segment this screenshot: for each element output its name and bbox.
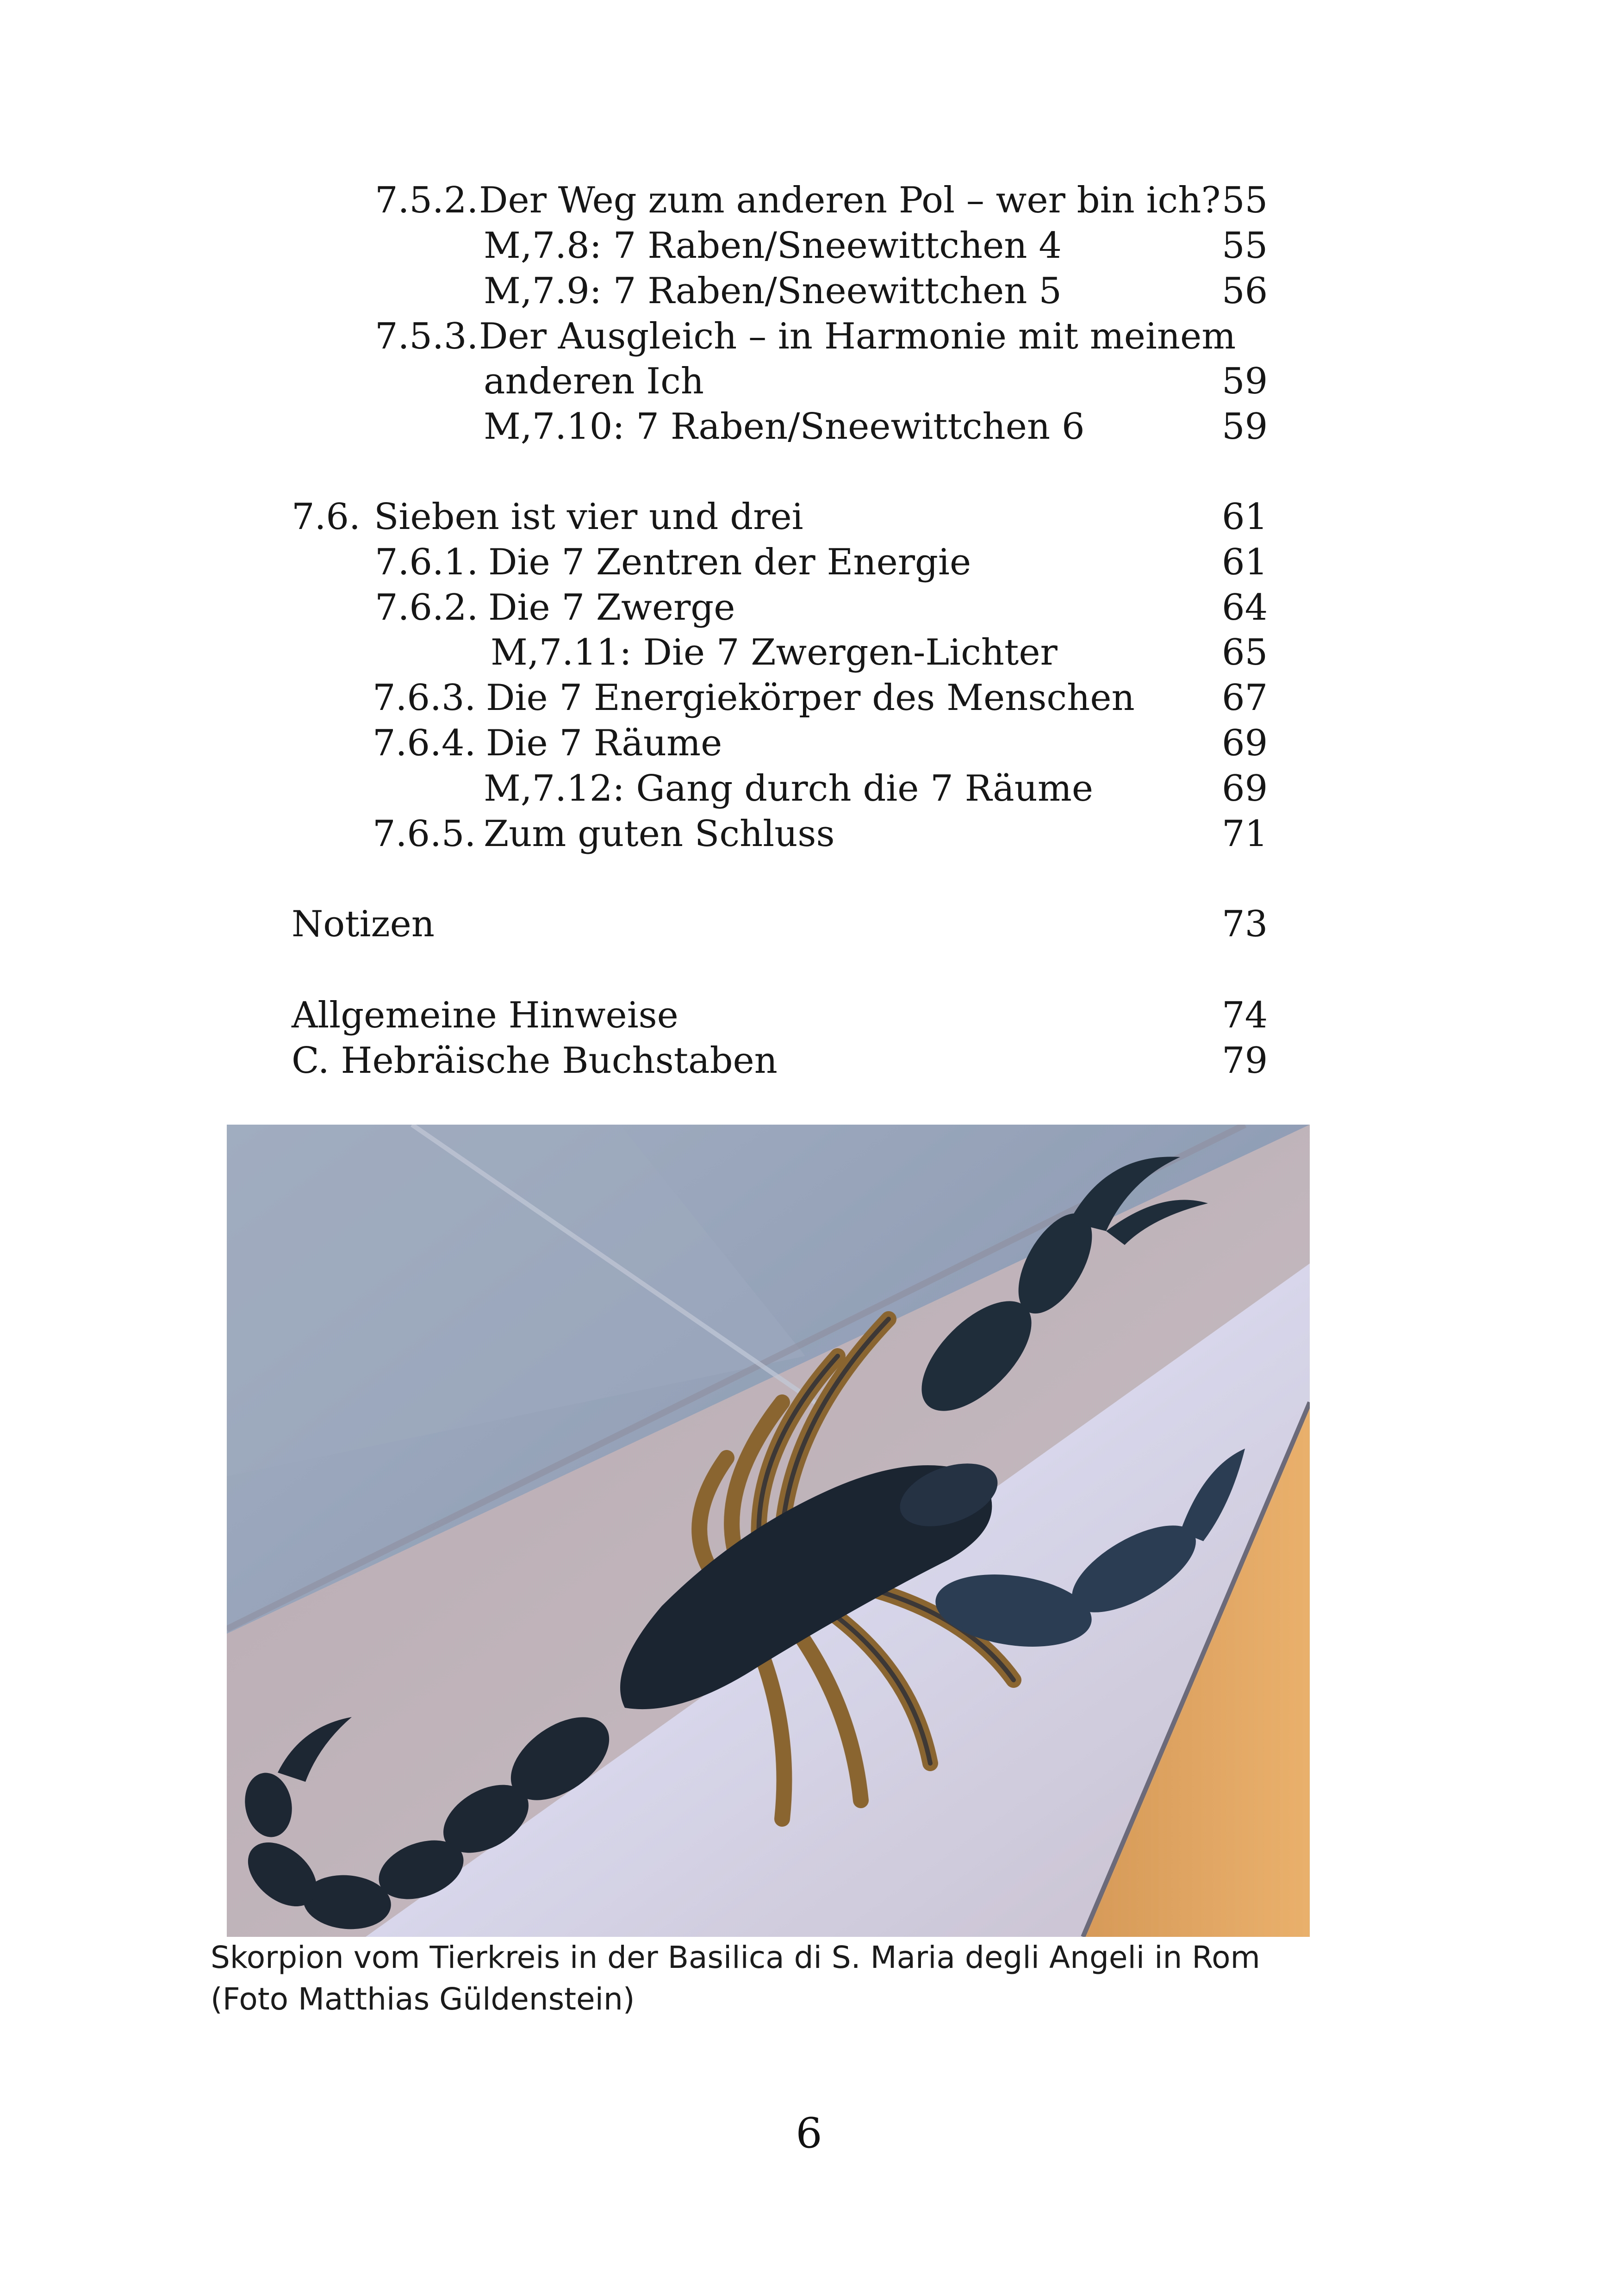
toc-entry-number: 7.6. (292, 496, 361, 538)
toc-entry-title: anderen Ich (484, 361, 704, 402)
toc-entry-page: 69 (1222, 722, 1268, 764)
toc-entry-page: 65 (1222, 632, 1268, 673)
toc-entry-m-7-9 (0, 269, 1618, 313)
toc-entry-page: 55 (1222, 225, 1268, 267)
toc-entry-title: M,7.12: Gang durch die 7 Räume (484, 768, 1093, 809)
toc-entry-7-5-3-continued (0, 359, 1618, 404)
toc-entry-title: Der Weg zum anderen Pol – wer bin ich? (479, 180, 1221, 221)
toc-entry-page: 59 (1222, 406, 1268, 448)
toc-entry-number: 7.6.1. (375, 541, 479, 583)
toc-entry-7-6 (0, 495, 1618, 539)
toc-entry-title: M,7.9: 7 Raben/Sneewittchen 5 (484, 270, 1062, 312)
toc-entry-notizen (0, 902, 1618, 946)
figure-caption-line-1: Skorpion vom Tierkreis in der Basilica di S. Maria degli Angeli in Rom (211, 1940, 1260, 1975)
toc-entry-title: Die 7 Räume (486, 722, 722, 764)
toc-entry-page: 71 (1222, 813, 1268, 855)
toc-entry-title: Allgemeine Hinweise (292, 995, 678, 1036)
toc-entry-title: Die 7 Zwerge (488, 587, 735, 628)
toc-entry-m-7-12 (0, 766, 1618, 811)
toc-entry-title: Zum guten Schluss (484, 813, 835, 855)
toc-entry-7-6-1 (0, 540, 1618, 585)
toc-entry-page: 61 (1222, 541, 1268, 583)
toc-entry-page: 56 (1222, 270, 1268, 312)
toc-entry-title: Die 7 Zentren der Energie (488, 541, 971, 583)
toc-entry-7-6-5 (0, 812, 1618, 856)
toc-entry-title: C. Hebräische Buchstaben (292, 1040, 778, 1082)
toc-entry-7-6-2 (0, 585, 1618, 630)
toc-entry-title: M,7.8: 7 Raben/Sneewittchen 4 (484, 225, 1062, 267)
toc-entry-number: 7.6.2. (375, 587, 479, 628)
toc-entry-page: 61 (1222, 496, 1268, 538)
toc-entry-title: M,7.11: Die 7 Zwergen-Lichter (491, 632, 1058, 673)
toc-entry-page: 74 (1222, 995, 1268, 1036)
toc-entry-page: 59 (1222, 361, 1268, 402)
figure-caption-line-2: (Foto Matthias Güldenstein) (211, 1981, 635, 2017)
scorpion-photo (227, 1125, 1310, 1937)
toc-entry-hebraeische-buchstaben (0, 1039, 1618, 1083)
toc-entry-7-5-3 (0, 314, 1618, 359)
toc-entry-page: 69 (1222, 768, 1268, 809)
toc-entry-m-7-8 (0, 224, 1618, 268)
toc-entry-7-6-3 (0, 676, 1618, 720)
toc-entry-title: Die 7 Energiekörper des Menschen (486, 677, 1135, 719)
toc-entry-title: Notizen (292, 903, 435, 945)
toc-entry-number: 7.6.4. (373, 722, 476, 764)
toc-entry-title: M,7.10: 7 Raben/Sneewittchen 6 (484, 406, 1085, 448)
toc-entry-page: 73 (1222, 903, 1268, 945)
scorpion-photo-illustration (227, 1125, 1310, 1937)
toc-entry-page: 64 (1222, 587, 1268, 628)
toc-entry-m-7-10 (0, 404, 1618, 449)
toc-entry-allgemeine-hinweise (0, 993, 1618, 1038)
toc-entry-page: 67 (1222, 677, 1268, 719)
toc-entry-title: Sieben ist vier und drei (374, 496, 803, 538)
toc-entry-page: 55 (1222, 180, 1268, 221)
toc-entry-page: 79 (1222, 1040, 1268, 1082)
page-number: 6 (796, 2109, 822, 2158)
toc-entry-number: 7.6.3. (373, 677, 476, 719)
toc-entry-7-5-2 (0, 178, 1618, 223)
toc-entry-m-7-11 (0, 630, 1618, 675)
toc-entry-number: 7.5.2. (375, 180, 479, 221)
toc-entry-number: 7.6.5. (373, 813, 476, 855)
toc-entry-7-6-4 (0, 721, 1618, 765)
toc-entry-title: Der Ausgleich – in Harmonie mit meinem (479, 316, 1236, 357)
toc-entry-number: 7.5.3. (375, 316, 479, 357)
